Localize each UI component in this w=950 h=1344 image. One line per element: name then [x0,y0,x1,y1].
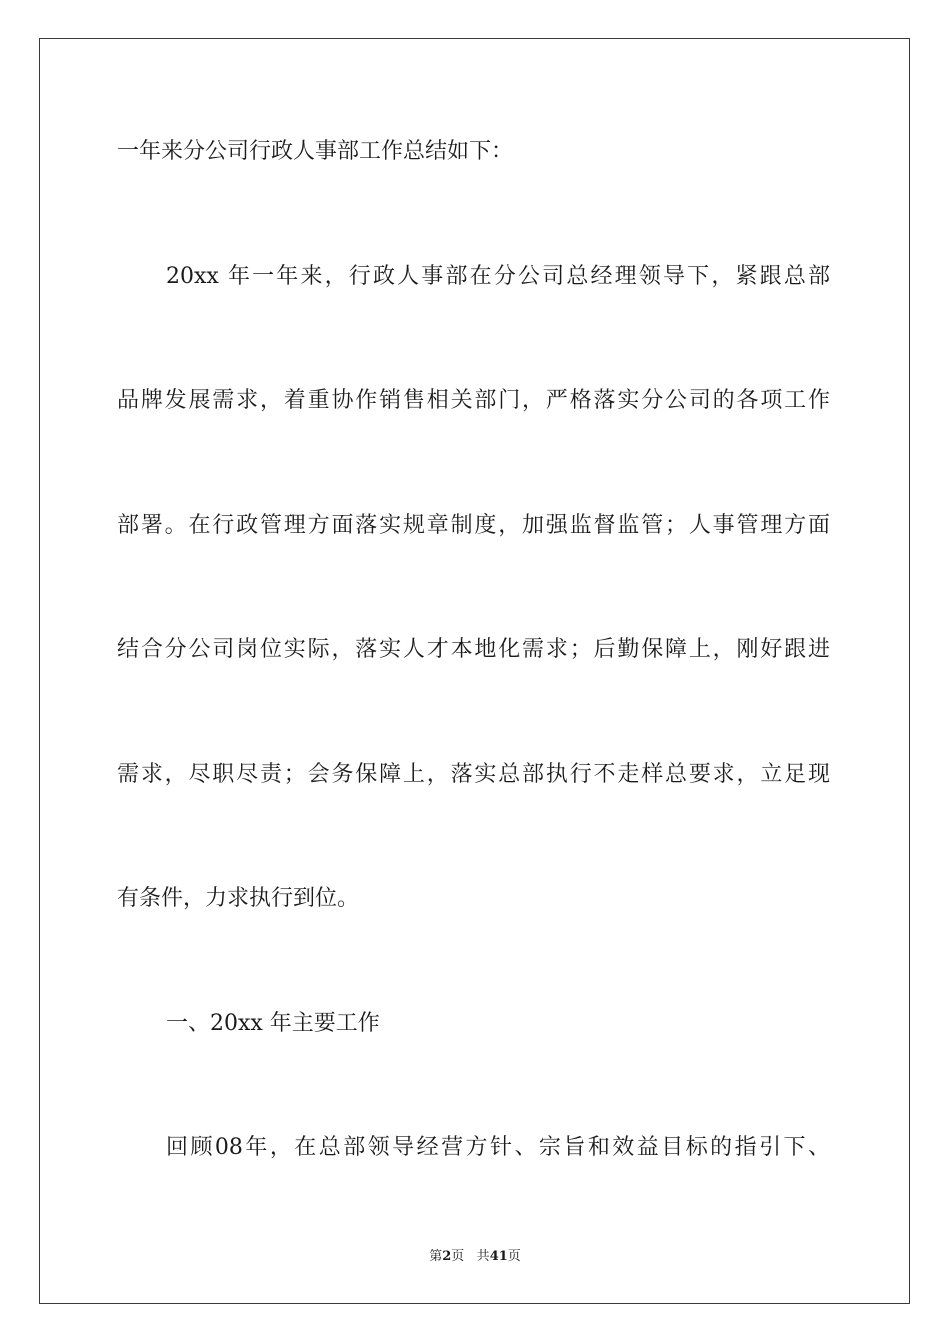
footer-total-pages: 41 [489,1249,508,1264]
paragraph-line-1: 一年来分公司行政人事部工作总结如下： [117,139,514,164]
paragraph-line-4: 部署。在行政管理方面落实规章制度，加强监督监管；人事管理方面 [117,513,830,538]
footer-total-suffix: 页 [507,1249,521,1264]
footer-page-suffix: 页 [451,1249,465,1264]
section-heading: 一、20xx 年主要工作 [166,1011,380,1036]
page-footer [0,1248,950,1266]
paragraph-line-7: 有条件，力求执行到位。 [117,886,360,911]
footer-page-number: 2 [442,1249,452,1264]
paragraph-line-9: 回顾08年，在总部领导经营方针、宗旨和效益目标的指引下、 [166,1135,830,1160]
paragraph-line-3: 品牌发展需求，着重协作销售相关部门，严格落实分公司的各项工作 [117,388,830,413]
footer-prefix: 第 [429,1249,443,1264]
footer-total-prefix: 共 [476,1249,490,1264]
paragraph-line-6: 需求，尽职尽责；会务保障上，落实总部执行不走样总要求，立足现 [117,762,830,787]
paragraph-line-5: 结合分公司岗位实际，落实人才本地化需求；后勤保障上，刚好跟进 [117,637,830,662]
paragraph-line-2: 20xx 年一年来，行政人事部在分公司总经理领导下，紧跟总部 [166,264,830,289]
page-border [39,38,910,1304]
